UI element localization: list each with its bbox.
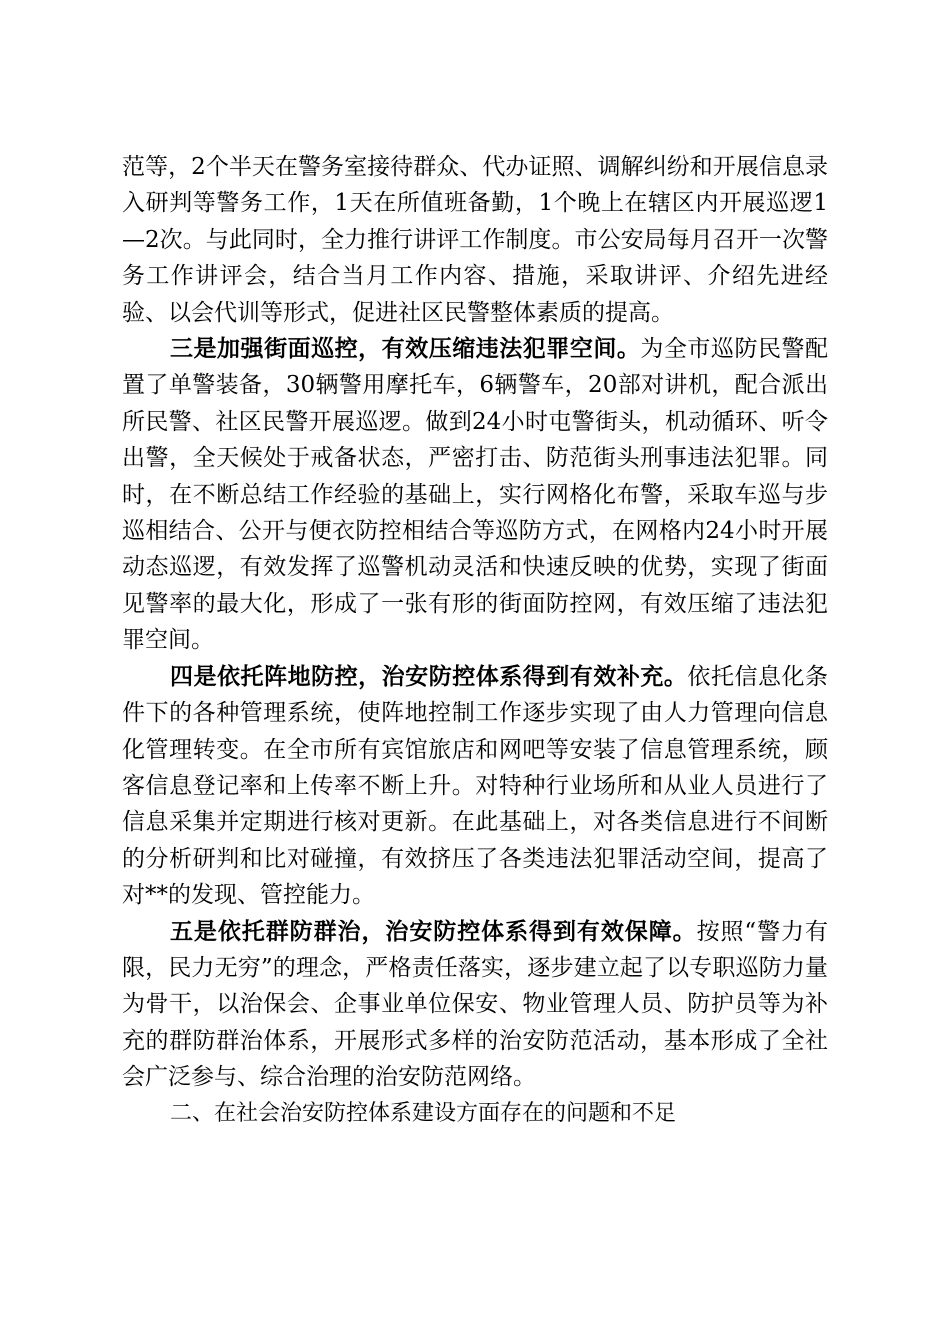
paragraph-lead: 三是加强街面巡控，有效压缩违法犯罪空间。 (170, 335, 641, 363)
paragraph-text: 依托信息化条件下的各种管理系统，使阵地控制工作逐步实现了由人力管理向信息化管理转变。在全市所有宾馆旅店和网吧等安装了信息管理系统，顾客信息登记率和上传率不断上升。对特种行业场所和从业人员进行了信息采集并定期进行核对更新。在此基础上，对各类信息进行不间断的分析研判和比对碰撞，有效挤压了各类违法犯罪活动空间，提高了对**的发现、管控能力。 (122, 663, 829, 909)
paragraph-text: 为全市巡防民警配置了单警装备，30辆警用摩托车，6辆警车，20部对讲机，配合派出所民警、社区民警开展巡逻。做到24小时屯警街头，机动循环、听令出警，全天候处于戒备状态，严密打击、防范街头刑事违法犯罪。同时，在不断总结工作经验的基础上，实行网格化布警，采取车巡与步巡相结合、公开与便衣防控相结合等巡防方式，在网格内24小时开展动态巡逻，有效发挥了巡警机动灵活和快速反映的优势，实现了街面见警率的最大化，形成了一张有形的街面防控网，有效压缩了违法犯罪空间。 (122, 336, 829, 654)
section-heading: 二、在社会治安防控体系建设方面存在的问题和不足 (170, 1100, 677, 1126)
document-body (122, 149, 828, 1132)
paragraph-position-control (122, 659, 828, 914)
paragraph-street-patrol (122, 331, 828, 659)
paragraph-lead: 四是依托阵地防控，治安防控体系得到有效补充。 (170, 662, 688, 690)
paragraph-mass-prevention (122, 914, 828, 1096)
paragraph-lead: 五是依托群防群治，治安防控体系得到有效保障。 (170, 917, 697, 945)
paragraph-text: 按照“警力有限，民力无穷”的理念，严格责任落实，逐步建立起了以专职巡防力量为骨干，以治保会、企事业单位保安、物业管理人员、防护员等为补充的群防群治体系，开展形式多样的治安防范活动，基本形成了全社会广泛参与、综合治理的治安防范网络。 (122, 918, 828, 1091)
paragraph-continuation (122, 149, 828, 331)
paragraph-text: 范等，2个半天在警务室接待群众、代办证照、调解纠纷和开展信息录入研判等警务工作，1天在所值班备勤，1个晚上在辖区内开展巡逻1—2次。与此同时，全力推行讲评工作制度。市公安局每月召开一次警务工作讲评会，结合当月工作内容、措施，采取讲评、介绍先进经验、以会代训等形式，促进社区民警整体素质的提高。 (122, 154, 828, 326)
